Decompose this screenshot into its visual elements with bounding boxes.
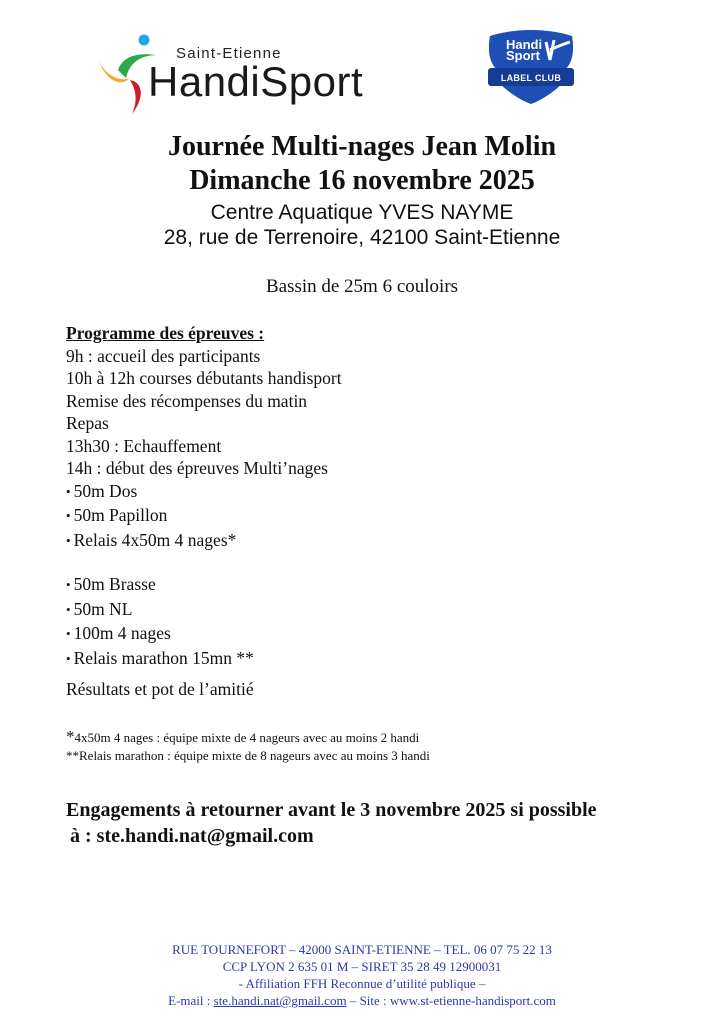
logo-city-text: Saint-Etienne bbox=[176, 45, 282, 62]
footer-address: RUE TOURNEFORT – 42000 SAINT-ETIENNE – TEL. 06 07 75 22 13 bbox=[172, 942, 552, 957]
footnote-2: **Relais marathon : équipe mixte de 8 nageurs avec au moins 3 handi bbox=[66, 748, 430, 763]
footnote-1-text: 4x50m 4 nages : équipe mixte de 4 nageurs avec au moins 2 handi bbox=[74, 730, 420, 745]
footer-affiliation: - Affiliation FFH Reconnue d’utilité publique – bbox=[238, 976, 486, 991]
footer-site[interactable]: www.st-etienne-handisport.com bbox=[389, 993, 556, 1008]
saint-etienne-handisport-logo bbox=[96, 30, 366, 120]
footer bbox=[0, 941, 724, 1009]
event-item: • 100m 4 nages bbox=[66, 622, 342, 647]
schedule-item: 13h30 : Echauffement bbox=[66, 435, 222, 456]
closing-text: Résultats et pot de l’amitié bbox=[66, 679, 254, 699]
logo-handi-line2: Sport bbox=[506, 48, 540, 63]
event-date: Dimanche 16 novembre 2025 bbox=[189, 165, 535, 196]
program-heading: Programme des épreuves : bbox=[66, 323, 265, 343]
schedule-item: Repas bbox=[66, 413, 109, 433]
registration-email: à : ste.handi.nat@gmail.com bbox=[70, 825, 314, 847]
footnotes bbox=[66, 728, 430, 765]
event-item: • Relais marathon 15mn ** bbox=[66, 647, 342, 672]
schedule-item: 10h à 12h courses débutants handisport bbox=[66, 368, 342, 388]
event-item: • 50m Brasse bbox=[66, 573, 342, 598]
logo-handi-line1: Handi bbox=[506, 37, 543, 52]
event-item: • 50m Dos bbox=[66, 480, 342, 505]
footer-bank: CCP LYON 2 635 01 M – SIRET 35 28 49 12900031 bbox=[222, 959, 502, 974]
logo-label-club-text: LABEL CLUB bbox=[500, 73, 562, 83]
handisport-figure-icon bbox=[96, 30, 156, 116]
handisport-label-club-logo bbox=[484, 28, 578, 104]
program-section bbox=[66, 322, 342, 671]
footer-contact bbox=[0, 992, 724, 1009]
schedule-item: 9h : accueil des participants bbox=[66, 345, 261, 366]
event-item: • 50m NL bbox=[66, 598, 342, 623]
footer-email-link[interactable]: ste.handi.nat@gmail.com bbox=[213, 993, 347, 1008]
event-item: • Relais 4x50m 4 nages* bbox=[66, 529, 342, 554]
footnote-1-mark: * bbox=[66, 727, 75, 746]
event-item: • 50m Papillon bbox=[66, 504, 342, 529]
registration-deadline: Engagements à retourner avant le 3 novembre 2025 si possible bbox=[66, 799, 597, 821]
footnote-1 bbox=[66, 728, 430, 747]
spacer bbox=[66, 553, 342, 573]
registration-notice bbox=[66, 797, 597, 849]
logo-handi-text bbox=[506, 39, 542, 61]
event-address: 28, rue de Terrenoire, 42100 Saint-Etienne bbox=[163, 226, 561, 249]
footer-email-label: E-mail : bbox=[168, 993, 214, 1008]
pool-info: Bassin de 25m 6 couloirs bbox=[265, 276, 459, 297]
schedule-item: 14h : début des épreuves Multi’nages bbox=[66, 458, 328, 478]
event-title: Journée Multi-nages Jean Molin bbox=[167, 131, 557, 162]
footer-site-label: – Site : bbox=[346, 993, 390, 1008]
schedule-item: Remise des récompenses du matin bbox=[66, 390, 308, 411]
logo-brand-text: HandiSport bbox=[148, 58, 364, 105]
event-venue: Centre Aquatique YVES NAYME bbox=[210, 201, 514, 224]
